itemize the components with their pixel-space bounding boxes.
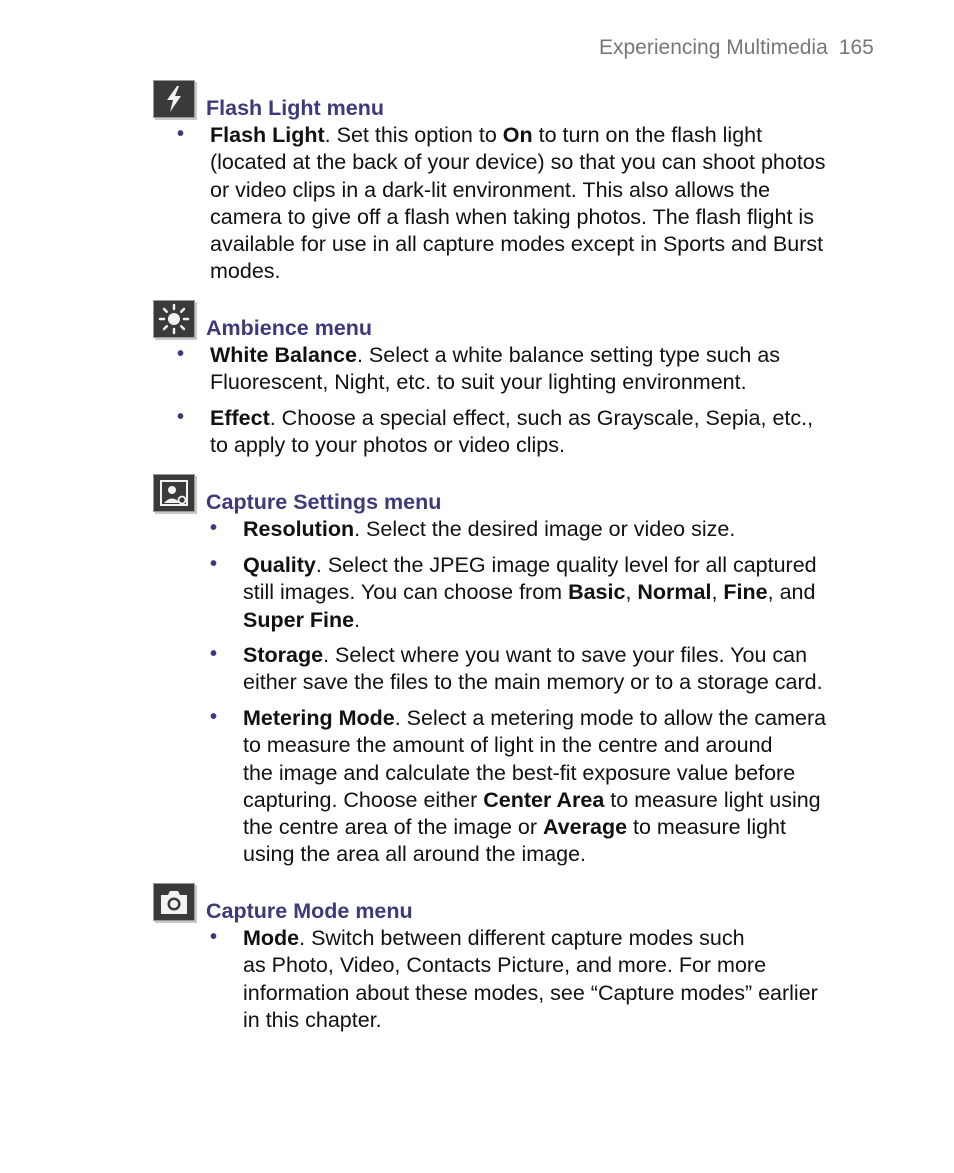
bullet: • [177, 123, 185, 145]
section-heading-capture-mode: Capture Mode menu [206, 899, 413, 923]
flash-icon [153, 80, 195, 118]
bullet: • [210, 517, 218, 539]
section-heading-ambience: Ambience menu [206, 316, 373, 340]
camera-icon [153, 883, 195, 921]
bullet: • [177, 406, 185, 428]
list-item-mode: Mode. Switch between different capture modes such as Photo, Video, Contacts Picture, and more. For more information about these modes, see “Capture modes” earlier in this chapter. [243, 926, 818, 1032]
section-heading-flash-light: Flash Light menu [206, 96, 384, 120]
chapter-title: Experiencing Multimedia [599, 36, 828, 59]
list-item-quality: Quality. Select the JPEG image quality level for all captured still images. You can choose from Basic, Normal, Fine, and Super Fine. [243, 553, 817, 632]
list-item-storage: Storage. Select where you want to save your files. You can either save the files to the main memory or to a storage card. [243, 643, 823, 695]
list-item-resolution: Resolution. Select the desired image or video size. [243, 517, 736, 541]
list-item-metering-mode: Metering Mode. Select a metering mode to allow the camera to measure the amount of light in the centre and around the image and calculate the best-fit exposure value before capturing. Choose either Center Area to measure light using the centre area of the image or Average to measure light using the area all around the image. [243, 706, 827, 867]
list-item-effect: Effect. Choose a special effect, such as Grayscale, Sepia, etc., to apply to your photos or video clips. [210, 406, 814, 458]
capture-settings-icon [153, 474, 195, 512]
bullet: • [210, 643, 218, 665]
sun-icon [153, 300, 195, 338]
list-item-flash-light: Flash Light. Set this option to On to turn on the flash light (located at the back of your device) so that you can shoot photos or video clips in a dark-lit environment. This also allows the camera to give off a flash when taking photos. The flash flight is available for use in all capture modes except in Sports and Burst modes. [210, 123, 826, 284]
page-number: 165 [838, 36, 874, 59]
running-header [599, 36, 874, 60]
bullet: • [177, 343, 185, 365]
bullet: • [210, 553, 218, 575]
list-item-white-balance: White Balance. Select a white balance setting type such as Fluorescent, Night, etc. to suit your lighting environment. [210, 343, 781, 395]
bullet: • [210, 706, 218, 728]
section-heading-capture-settings: Capture Settings menu [206, 490, 442, 514]
bullet: • [210, 926, 218, 948]
